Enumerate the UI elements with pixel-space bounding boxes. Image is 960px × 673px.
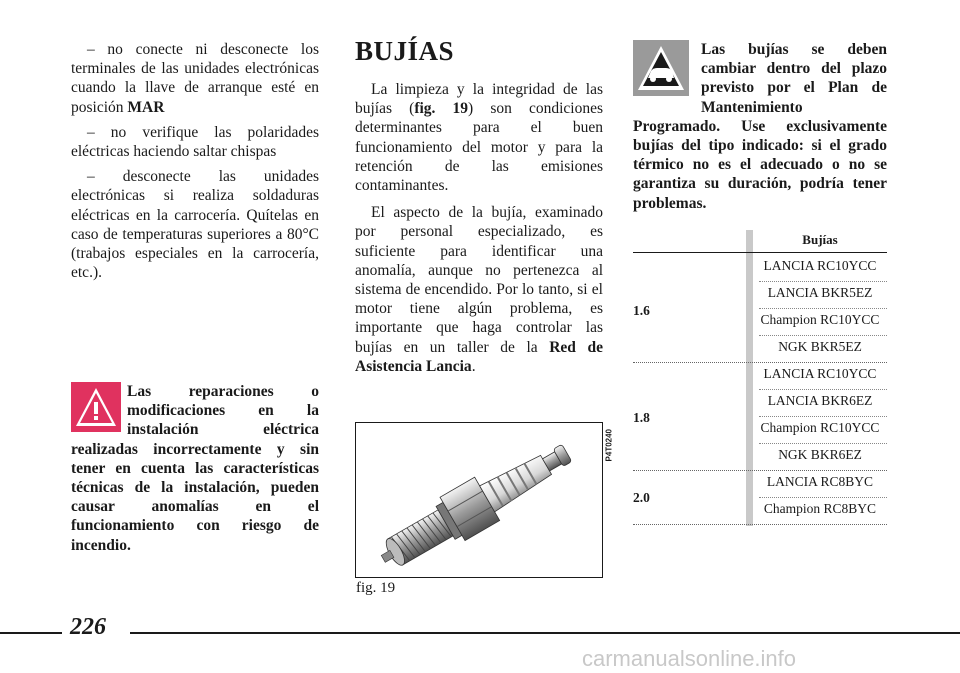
plug-cell: Champion RC10YCC	[760, 420, 880, 435]
cell-rule	[759, 389, 887, 390]
engine-label: 2.0	[633, 490, 650, 505]
footer-rule-left	[0, 632, 62, 634]
cell-rule	[759, 443, 887, 444]
figure-caption: fig. 19	[356, 580, 396, 596]
mar-position-label: MAR	[127, 98, 165, 116]
spark-plug-figure	[355, 422, 613, 578]
warning-triangle-icon	[71, 382, 121, 432]
plug-cell: LANCIA RC10YCC	[763, 366, 877, 381]
table-bottom-rule	[633, 524, 887, 525]
spark-plug-warning	[633, 40, 887, 213]
assistance-network-label: Red de Asistencia Lancia	[355, 338, 603, 375]
figure-code: P4T0240	[604, 429, 613, 462]
paragraph-cleaning-end: ) son condiciones determinantes para el buen funcionamiento del motor y para la retención de las emisiones contaminantes.	[355, 100, 604, 195]
group-rule	[633, 362, 887, 363]
plug-cell: LANCIA BKR6EZ	[767, 393, 873, 408]
paragraph-cleaning	[355, 80, 603, 195]
engine-label: 1.6	[633, 303, 650, 318]
spark-plug-table	[633, 230, 887, 526]
footer-rule-right	[130, 632, 960, 634]
paragraph-inspection-start: El aspecto de la bujía, examinado por personal especializado, es suficiente para identificar una anomalía, aunque no pertenezca al sistema de encendido. Por lo tanto, si el motor tiene algún problema, es importante que haga controlar las bujías en un taller de la	[355, 204, 603, 356]
cell-rule	[759, 335, 887, 336]
section-title: BUJÍAS	[355, 36, 455, 66]
spark-plug-warning-text: Las bujías se deben cambiar dentro del plazo previsto por el Plan de Mantenimiento Programado. Use exclusivamente bujías del tipo indicado: si el grado térmico no es el adecuado o no se garantiza su duración, podría tener problemas.	[633, 41, 887, 212]
paragraph-cleaning-start: La limpieza y la integridad de las bujías (	[355, 81, 603, 118]
paragraph-terminals	[71, 40, 319, 117]
paragraph-terminals-text: – no conecte ni desconecte los terminales de las unidades electrónicas cuando la llave de arranque esté en posición	[71, 41, 319, 116]
plug-cell: LANCIA RC8BYC	[766, 474, 874, 489]
plug-cell: LANCIA BKR5EZ	[767, 285, 873, 300]
page-number: 226	[70, 614, 106, 640]
plug-cell: LANCIA RC10YCC	[763, 258, 877, 273]
car-warning-icon	[633, 40, 689, 96]
cell-rule	[759, 416, 887, 417]
electrical-warning	[71, 382, 319, 555]
figure-reference: fig. 19	[414, 100, 469, 118]
plug-cell: NGK BKR6EZ	[778, 447, 862, 462]
left-column	[71, 40, 319, 288]
plug-cell: NGK BKR5EZ	[778, 339, 862, 354]
plug-cell: Champion RC8BYC	[763, 501, 877, 516]
paragraph-inspection-end: .	[471, 357, 476, 375]
cell-rule	[759, 308, 887, 309]
table-header-rule	[633, 252, 887, 253]
cell-rule	[759, 281, 887, 282]
table-divider	[746, 230, 753, 526]
cell-rule	[759, 497, 887, 498]
electrical-warning-text: Las reparaciones o modificaciones en la instalación eléctrica realizadas incorrectamente y sin tener en cuenta las características técnicas de la instalación, pueden causar anomalías en el funcionamiento con riesgo de incendio.	[71, 383, 319, 554]
plug-cell: Champion RC10YCC	[760, 312, 880, 327]
table-header: Bujías	[802, 232, 838, 247]
paragraph-polarities: – no verifique las polaridades eléctricas haciendo saltar chispas	[71, 123, 319, 161]
engine-label: 1.8	[633, 410, 650, 425]
paragraph-welding: – desconecte las unidades electrónicas si realiza soldaduras eléctricas en la carrocería. Quítelas en caso de temperaturas superiores a 80°C (trabajos especiales en la carrocería, etc.).	[71, 168, 319, 282]
watermark: carmanualsonline.info	[582, 646, 797, 671]
middle-column	[355, 80, 603, 384]
spark-plug-image	[356, 423, 601, 576]
paragraph-inspection	[355, 203, 603, 376]
group-rule	[633, 470, 887, 471]
